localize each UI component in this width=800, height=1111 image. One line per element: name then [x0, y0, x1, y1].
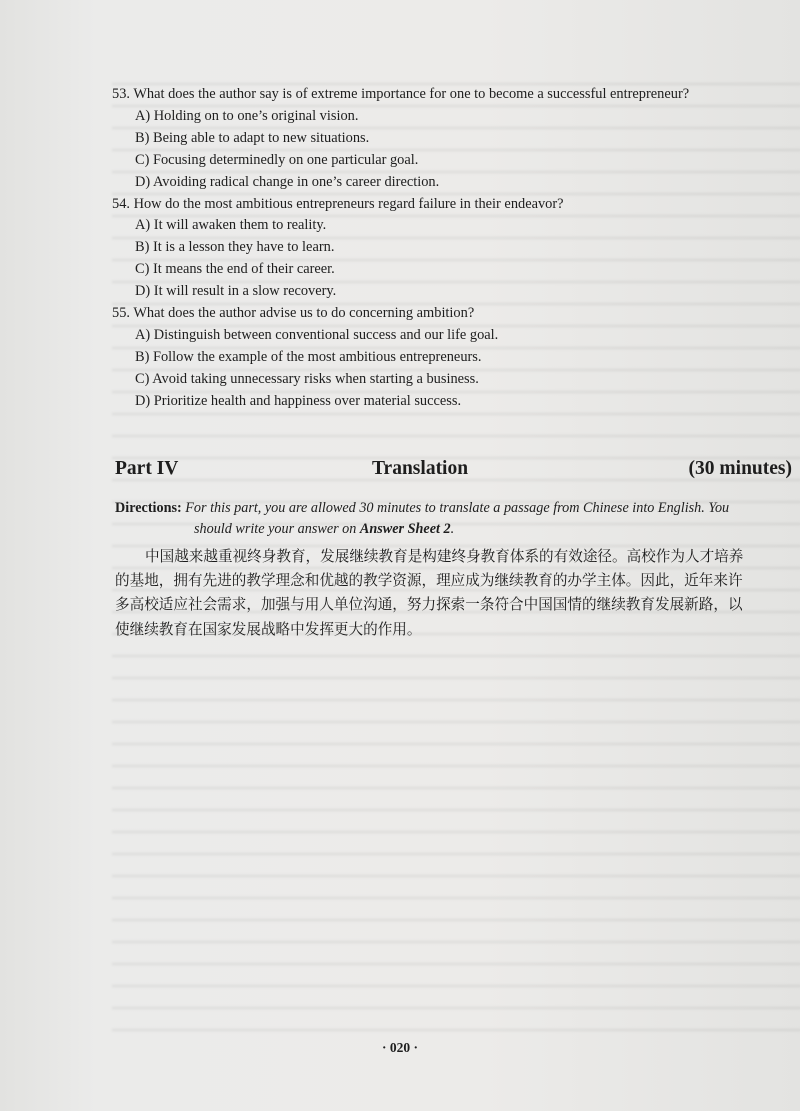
- option-a: A) It will awaken them to reality.: [135, 217, 327, 234]
- directions-period: .: [450, 521, 455, 537]
- passage-line: 中国越来越重视终身教育，发展继续教育是构建终身教育体系的有效途径。高校作为人才培养: [145, 548, 744, 565]
- question-53: [112, 84, 772, 194]
- option-b: B) Being able to adapt to new situations.: [135, 129, 370, 146]
- option-d: D) Prioritize health and happiness over material success.: [135, 392, 462, 409]
- passage-line: 多高校适应社会需求，加强与用人单位沟通，努力探索一条符合中国国情的继续教育发展新路，以: [115, 596, 743, 614]
- option-d: D) It will result in a slow recovery.: [135, 283, 337, 300]
- question-55: [112, 303, 772, 413]
- option-b: B) Follow the example of the most ambitious entrepreneurs.: [135, 348, 482, 365]
- option-d: D) Avoiding radical change in one’s career direction.: [135, 173, 440, 190]
- part-time: (30 minutes): [688, 458, 792, 479]
- question-text: 54. How do the most ambitious entrepreneurs regard failure in their endeavor?: [112, 195, 564, 212]
- passage-line: 的基地，拥有先进的教学理念和优越的教学资源，理应成为继续教育的办学主体。因此，近年来许: [115, 572, 743, 590]
- option-b: B) It is a lesson they have to learn.: [135, 239, 335, 256]
- directions-text-continued: should write your answer on: [194, 521, 360, 537]
- directions-label: Directions:: [115, 500, 182, 516]
- question-text: 53. What does the author say is of extreme importance for one to become a successful entrepreneur?: [112, 86, 690, 102]
- option-a: A) Distinguish between conventional success and our life goal.: [135, 326, 499, 343]
- part-title: Translation: [372, 458, 469, 479]
- part-header: [115, 458, 792, 486]
- question-list: [112, 84, 772, 413]
- question-text: 55. What does the author advise us to do concerning ambition?: [112, 305, 475, 322]
- page-number: · 020 ·: [381, 1040, 418, 1055]
- question-54: [112, 194, 772, 304]
- directions-text: For this part, you are allowed 30 minutes to translate a passage from Chinese into English. You: [181, 500, 730, 516]
- option-a: A) Holding on to one’s original vision.: [135, 107, 359, 124]
- answer-sheet-label: Answer Sheet 2: [359, 521, 451, 537]
- translation-passage: [115, 545, 795, 642]
- option-c: C) Focusing determinedly on one particular goal.: [135, 151, 419, 168]
- option-c: C) Avoid taking unnecessary risks when starting a business.: [135, 370, 479, 387]
- part-number: Part IV: [115, 458, 179, 479]
- directions: [115, 498, 795, 540]
- option-c: C) It means the end of their career.: [135, 261, 335, 278]
- passage-line: 使继续教育在国家发展战略中发挥更大的作用。: [115, 620, 422, 638]
